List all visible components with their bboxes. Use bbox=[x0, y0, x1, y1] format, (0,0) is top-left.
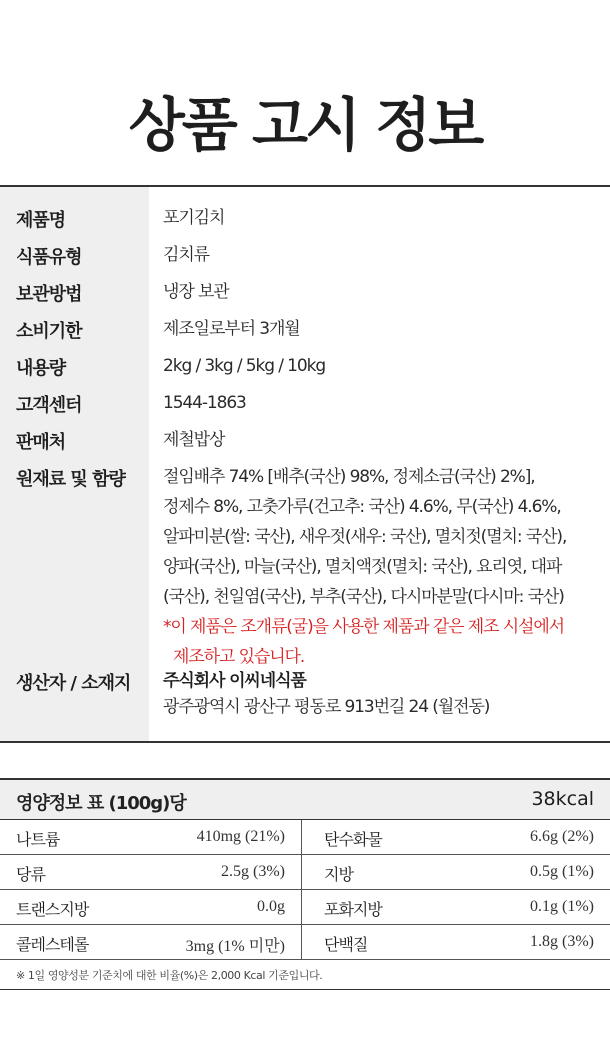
nutrition-table bbox=[0, 778, 610, 990]
allergy-warning: 제조하고 있습니다. bbox=[173, 647, 305, 667]
info-label: 원재료 및 함량 bbox=[16, 469, 125, 490]
nutrient-value: 0.1g (1%) bbox=[530, 898, 594, 915]
info-value: 2kg / 3kg / 5kg / 10kg bbox=[163, 356, 326, 376]
allergy-warning: *이 제품은 조개류(굴)을 사용한 제품과 같은 제조 시설에서 bbox=[163, 617, 564, 637]
info-value: 김치류 bbox=[163, 245, 209, 265]
ingredients-line: 알파미분(쌀: 국산), 새우젓(새우: 국산), 멸치젓(멸치: 국산), bbox=[163, 527, 567, 547]
nutrient-value: 1.8g (3%) bbox=[530, 933, 594, 950]
info-label: 판매처 bbox=[16, 432, 66, 453]
page-title: 상품 고시 정보 bbox=[128, 91, 482, 159]
info-value: 제조일로부터 3개월 bbox=[163, 319, 300, 339]
info-label: 보관방법 bbox=[16, 284, 82, 305]
nutrition-row bbox=[0, 820, 610, 855]
nutrition-header bbox=[0, 780, 610, 820]
info-label: 생산자 / 소재지 bbox=[16, 673, 131, 694]
nutrition-row bbox=[0, 890, 610, 925]
nutrient-value: 410mg (21%) bbox=[196, 828, 285, 845]
info-label: 내용량 bbox=[16, 358, 66, 379]
nutrient-name: 나트륨 bbox=[16, 830, 60, 849]
nutrient-name: 탄수화물 bbox=[324, 830, 382, 849]
nutrient-name: 트랜스지방 bbox=[16, 900, 89, 919]
nutrient-value: 2.5g (3%) bbox=[221, 863, 285, 880]
nutrient-value: 6.6g (2%) bbox=[530, 828, 594, 845]
info-label: 제품명 bbox=[16, 210, 66, 231]
nutrient-value: 3mg (1% 미만) bbox=[185, 938, 285, 955]
info-label: 고객센터 bbox=[16, 395, 82, 416]
info-value: 포기김치 bbox=[163, 208, 225, 228]
nutrient-name: 당류 bbox=[16, 865, 45, 884]
nutrition-footnote bbox=[0, 960, 610, 990]
info-label: 소비기한 bbox=[16, 321, 82, 342]
product-info-table bbox=[0, 185, 610, 743]
info-value: 1544-1863 bbox=[163, 393, 246, 413]
producer-address: 광주광역시 광산구 평동로 913번길 24 (월전동) bbox=[163, 697, 490, 717]
label-column-background bbox=[0, 187, 149, 741]
ingredients-line: 양파(국산), 마늘(국산), 멸치액젓(멸치: 국산), 요리엿, 대파 bbox=[163, 557, 562, 577]
nutrient-value: 0.0g bbox=[257, 898, 285, 915]
ingredients-line: 절임배추 74% [배추(국산) 98%, 정제소금(국산) 2%], bbox=[163, 467, 535, 487]
nutrient-name: 콜레스테롤 bbox=[16, 935, 89, 954]
info-label: 식품유형 bbox=[16, 247, 82, 268]
nutrition-row bbox=[0, 925, 610, 960]
nutrition-row bbox=[0, 855, 610, 890]
nutrient-name: 포화지방 bbox=[324, 900, 382, 919]
info-value: 냉장 보관 bbox=[163, 282, 229, 302]
nutrient-name: 단백질 bbox=[324, 935, 368, 954]
info-value: 제철밥상 bbox=[163, 430, 225, 450]
ingredients-line: 정제수 8%, 고춧가루(건고추: 국산) 4.6%, 무(국산) 4.6%, bbox=[163, 497, 561, 517]
nutrition-title: 영양정보 표 (100g)당 bbox=[16, 793, 186, 814]
footnote-text: ※ 1일 영양성분 기준치에 대한 비율(%)은 2,000 Kcal 기준입니다. bbox=[16, 969, 323, 982]
producer-name: 주식회사 이씨네식품 bbox=[163, 671, 306, 691]
nutrient-value: 0.5g (1%) bbox=[530, 863, 594, 880]
ingredients-text bbox=[163, 462, 603, 672]
ingredients-line: (국산), 천일염(국산), 부추(국산), 다시마분말(다시마: 국산) bbox=[163, 587, 564, 607]
nutrition-kcal: 38kcal bbox=[531, 788, 594, 810]
nutrient-name: 지방 bbox=[324, 865, 353, 884]
